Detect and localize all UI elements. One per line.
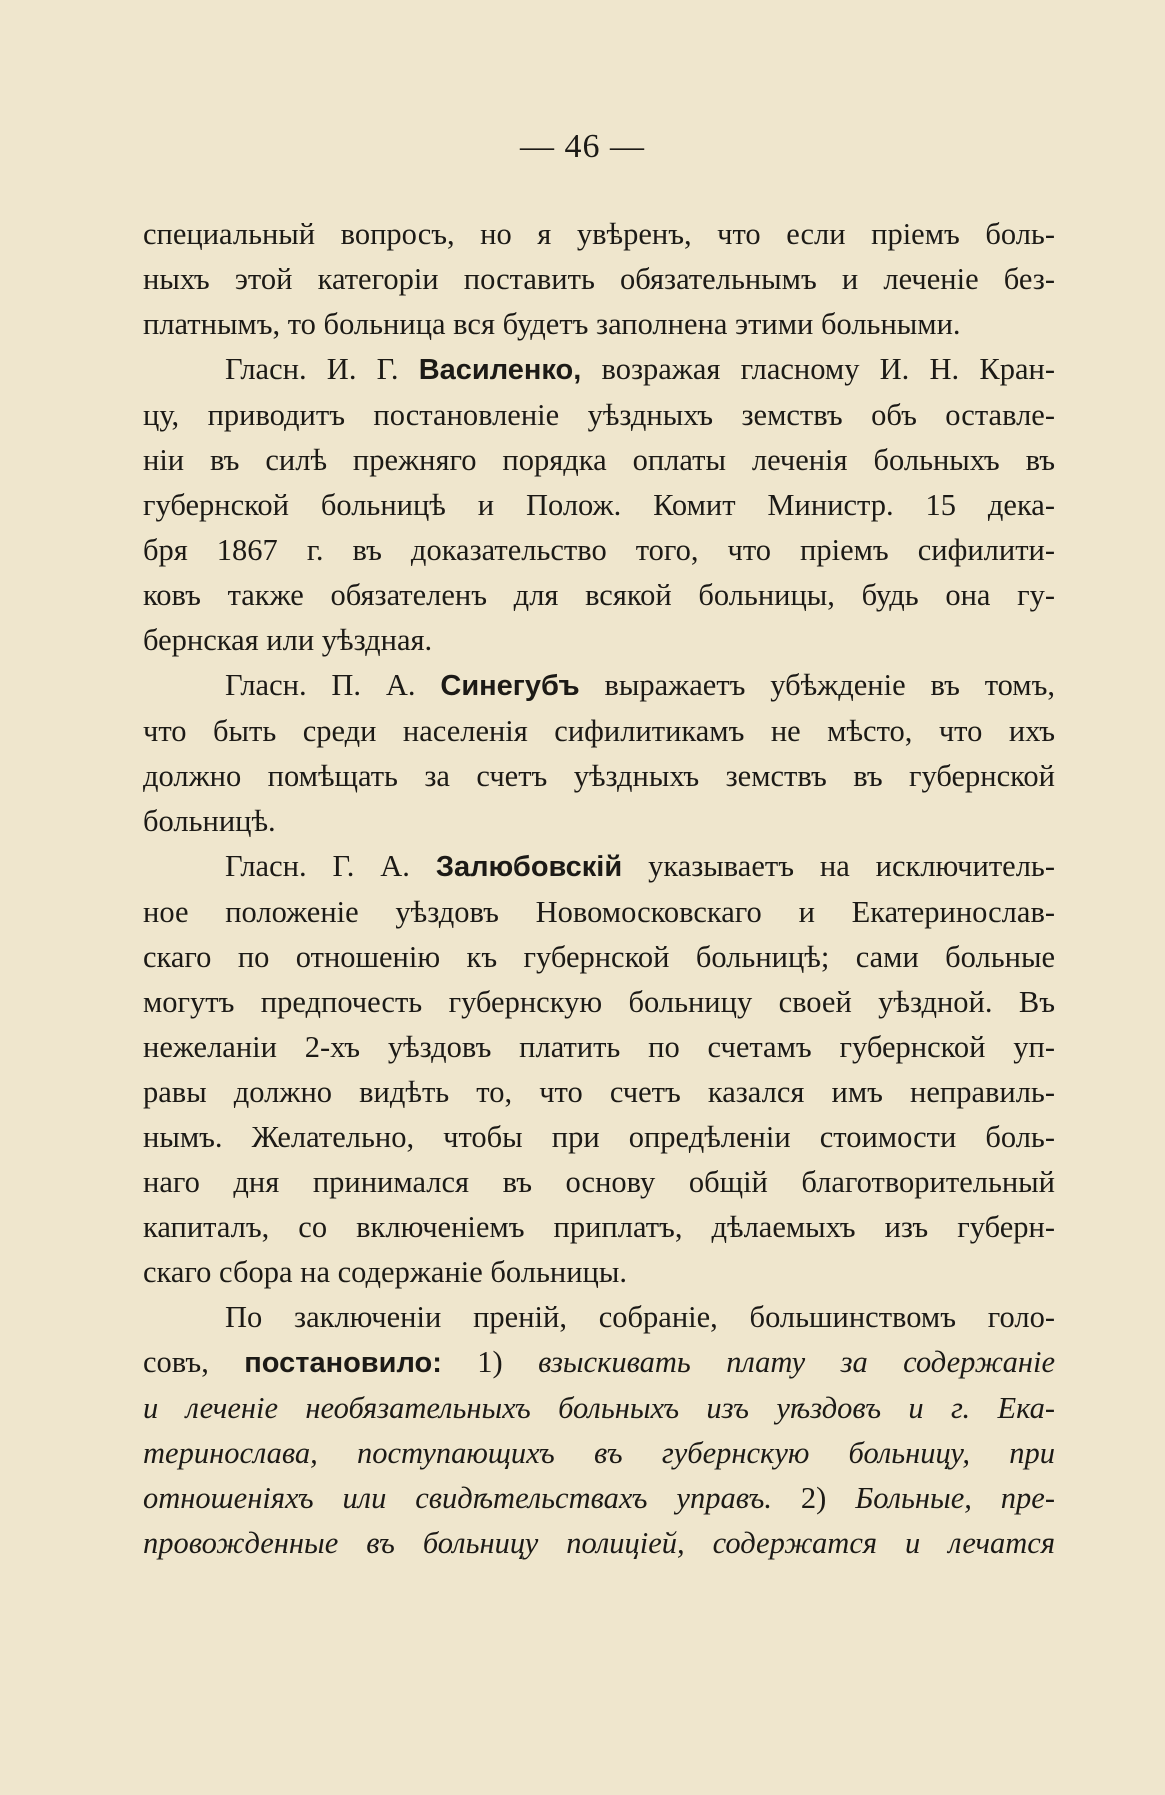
text-line: наго дня принимался въ основу общій благотворительный (143, 1165, 1055, 1199)
text-line: бря 1867 г. въ доказательство того, что пріемъ сифилити- (143, 533, 1055, 567)
text-line: провожденные въ больницу полиціей, содержатся и лечатся (143, 1526, 1055, 1560)
text-line: ныхъ этой категоріи поставить обязательнымъ и леченіе без- (143, 262, 1055, 296)
text-line (143, 844, 1055, 890)
text-line (143, 347, 1055, 393)
paragraph-1 (143, 212, 1055, 347)
text-line: капиталъ, со включеніемъ приплатъ, дѣлаемыхъ изъ губерн- (143, 1210, 1055, 1244)
decision-word: постановило: (244, 1347, 442, 1379)
text-line: специальный вопросъ, но я увѣренъ, что если пріемъ боль- (143, 217, 1055, 251)
text-fragment: возражая гласному И. Н. Кран- (581, 352, 1055, 386)
text-line: должно помѣщать за счетъ уѣздныхъ земствъ въ губернской (143, 759, 1055, 793)
text-line: бернская или уѣздная. (143, 623, 433, 657)
paragraph-sinegub (143, 663, 1055, 844)
text-line: губернской больницѣ и Полож. Комит Министр. 15 дека- (143, 488, 1055, 522)
text-line (143, 663, 1055, 709)
speaker-intro: Гласн. П. А. (225, 668, 416, 702)
page-number: — 46 — (520, 128, 645, 165)
paragraph-resolution (143, 1295, 1055, 1566)
paragraph-zalyubovsky (143, 844, 1055, 1295)
text-line: что быть среди населенія сифилитикамъ не мѣсто, что ихъ (143, 714, 1055, 748)
text-line: нымъ. Желательно, чтобы при опредѣленіи стоимости боль- (143, 1120, 1055, 1154)
text-line (143, 1476, 1055, 1521)
text-fragment: 1) (441, 1345, 539, 1379)
italic-fragment: взыскивать плату за содержаніе (538, 1345, 1055, 1379)
text-line: больницѣ. (143, 804, 276, 838)
text-line: нежеланіи 2-хъ уѣздовъ платить по счетамъ губернской уп- (143, 1030, 1055, 1064)
italic-fragment: Больные, пре- (855, 1481, 1055, 1515)
text-line: цу, приводитъ постановленіе уѣздныхъ земствъ объ оставле- (143, 398, 1055, 432)
text-line: равы должно видѣть то, что счетъ казался имъ неправиль- (143, 1075, 1055, 1109)
text-fragment: указываетъ на исключитель- (622, 849, 1055, 883)
speaker-name: Синегубъ (440, 670, 580, 702)
text-line: скаго сбора на содержаніе больницы. (143, 1255, 627, 1289)
text-line (143, 1340, 1055, 1386)
speaker-intro: Гласн. И. Г. (225, 352, 399, 386)
text-line: и леченіе необязательныхъ больныхъ изъ уѣздовъ и г. Ека- (143, 1391, 1055, 1425)
italic-fragment: отношеніяхъ или свидѣтельствахъ управъ. (143, 1481, 772, 1515)
text-fragment: 2) (772, 1481, 856, 1515)
text-line: ное положеніе уѣздовъ Новомосковскаго и Екатеринослав- (143, 895, 1055, 929)
text-line: ніи въ силѣ прежняго порядка оплаты леченія больныхъ въ (143, 443, 1055, 477)
speaker-intro: Гласн. Г. А. (225, 849, 410, 883)
text-line: могутъ предпочесть губернскую больницу своей уѣздной. Въ (143, 985, 1055, 1019)
text-line: скаго по отношенію къ губернской больницѣ; сами больные (143, 940, 1055, 974)
text-line: ковъ также обязателенъ для всякой больницы, будь она гу- (143, 578, 1055, 612)
text-fragment: выражаетъ убѣжденіе въ томъ, (579, 668, 1055, 702)
speaker-name: Залюбовскій (435, 851, 623, 883)
speaker-name: Василенко, (418, 354, 582, 386)
text-line: теринослава, поступающихъ въ губернскую больницу, при (143, 1436, 1055, 1470)
text-line: По заключеніи преній, собраніе, большинствомъ голо- (225, 1300, 1055, 1334)
text-fragment: совъ, (143, 1345, 209, 1379)
text-line: платнымъ, то больница вся будетъ заполнена этими больными. (143, 307, 961, 341)
body-text (143, 212, 1055, 1566)
paragraph-vasilenko (143, 347, 1055, 663)
